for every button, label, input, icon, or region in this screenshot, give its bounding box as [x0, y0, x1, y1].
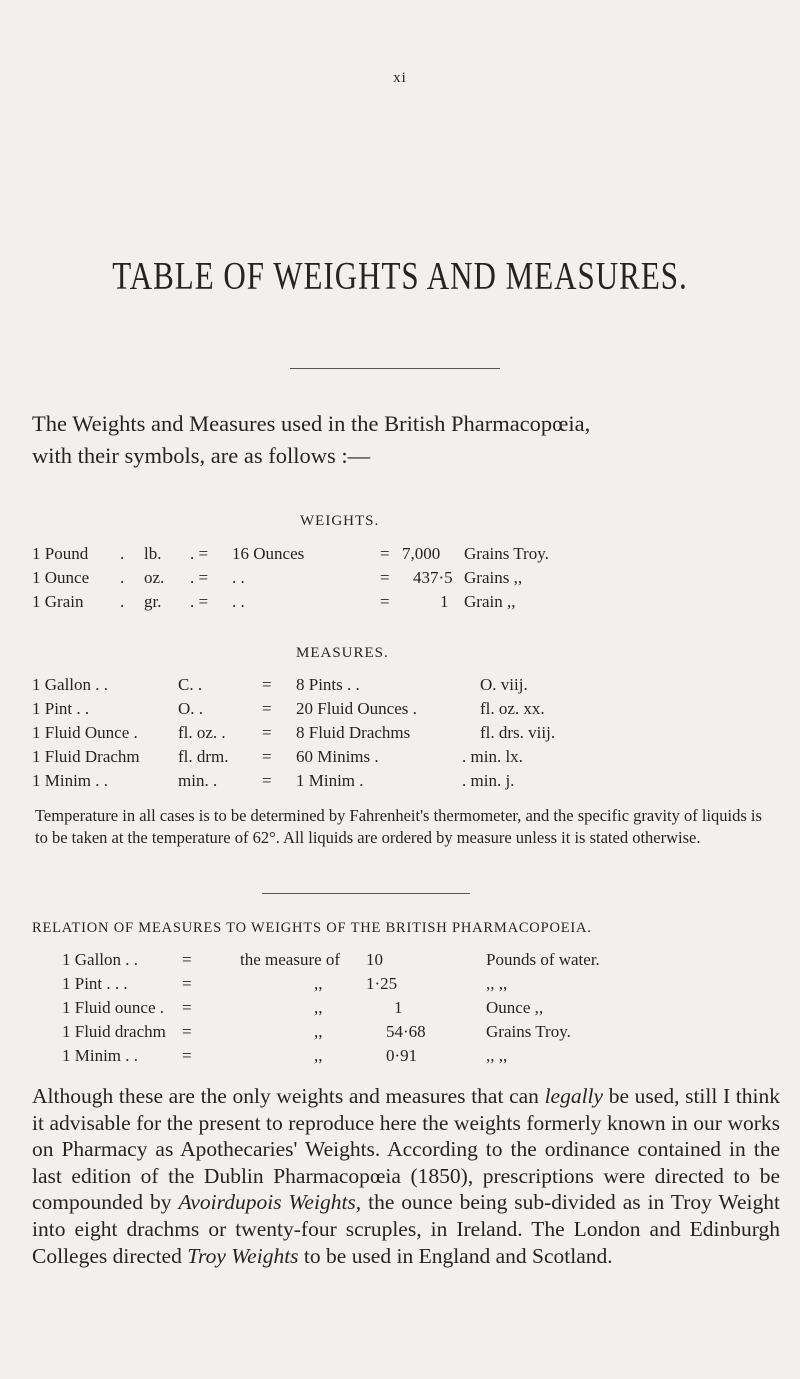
grains-cell: 437·5	[413, 568, 453, 587]
unit-cell: 1 Pint . . .	[62, 974, 128, 993]
weights-heading: WEIGHTS.	[300, 513, 380, 529]
grain-unit-cell: Grains Troy.	[464, 544, 549, 563]
equals-cell: =	[380, 592, 390, 611]
equals-cell: =	[262, 723, 272, 742]
equals-cell: . =	[190, 592, 209, 611]
grains-cell: 1	[440, 592, 449, 611]
symbol-cell: fl. drm.	[178, 747, 229, 766]
prefix-cell: ,,	[314, 1046, 323, 1065]
text-span: the ounce being sub-divided as in Troy Weight into eight drachms or twenty-four scruples, in Ireland. The London and Edinburgh Colleges directed	[32, 1190, 780, 1268]
unit-cell: 1 Fluid Drachm	[32, 747, 140, 766]
abbr-cell: O. viij.	[480, 675, 528, 694]
equals-cell: =	[380, 544, 390, 563]
grains-cell: 7,000	[402, 544, 441, 563]
equals-cell: =	[182, 1046, 192, 1065]
value-cell: 0·91	[386, 1046, 418, 1065]
unit-cell: 1 Fluid ounce .	[62, 998, 164, 1017]
symbol-cell: min. .	[178, 771, 218, 790]
equals-cell: . =	[190, 568, 209, 587]
value-cell: . .	[232, 568, 245, 587]
value-cell: 20 Fluid Ounces .	[296, 699, 417, 718]
unit-cell: 1 Minim . .	[62, 1046, 139, 1065]
equals-cell: =	[262, 675, 272, 694]
symbol-cell: O. .	[178, 699, 204, 718]
closing-paragraph	[32, 1083, 780, 1269]
desc-cell: ,, ,,	[486, 974, 508, 993]
symbol-cell: gr.	[144, 592, 162, 611]
value-cell: 1·25	[366, 974, 398, 993]
prefix-cell: the measure of	[240, 950, 341, 969]
measures-heading: MEASURES.	[296, 645, 389, 661]
intro-line-1: The Weights and Measures used in the British Pharmacopœia,	[32, 411, 591, 436]
value-cell: . .	[232, 592, 245, 611]
unit-cell: 1 Gallon . .	[62, 950, 139, 969]
page-number: xi	[393, 70, 407, 86]
unit-cell: 1 Ounce	[32, 568, 90, 587]
unit-cell: 1 Fluid drachm	[62, 1022, 166, 1041]
unit-cell: 1 Pint . .	[32, 699, 90, 718]
unit-cell: 1 Fluid Ounce .	[32, 723, 138, 742]
value-cell: 60 Minims .	[296, 747, 379, 766]
equals-cell: =	[262, 747, 272, 766]
text-span: to be used in England and Scotland.	[298, 1243, 613, 1268]
desc-cell: Ounce ,,	[486, 998, 544, 1017]
equals-cell: =	[182, 998, 192, 1017]
prefix-cell: ,,	[314, 1022, 323, 1041]
intro-text	[32, 408, 590, 472]
abbr-cell: fl. drs. viij.	[480, 723, 556, 742]
italic-span: Troy Weights	[187, 1243, 299, 1268]
temperature-note: Temperature in all cases is to be determined by Fahrenheit's thermometer, and the specific gravity of liquids is to be taken at the temperature of 62°. All liquids are ordered by measure unless it is stated otherwise.	[35, 806, 762, 847]
unit-cell: 1 Pound	[32, 544, 89, 563]
equals-cell: =	[182, 950, 192, 969]
page-title: TABLE OF WEIGHTS AND MEASURES.	[112, 253, 688, 298]
equals-cell: =	[262, 771, 272, 790]
dots-cell: .	[120, 544, 125, 563]
equals-cell: =	[380, 568, 390, 587]
equals-cell: =	[182, 1022, 192, 1041]
prefix-cell: ,,	[314, 998, 323, 1017]
dots-cell: .	[120, 592, 125, 611]
dots-cell: .	[120, 568, 125, 587]
desc-cell: ,, ,,	[486, 1046, 508, 1065]
unit-cell: 1 Grain	[32, 592, 84, 611]
prefix-cell: ,,	[314, 974, 323, 993]
equals-cell: =	[182, 974, 192, 993]
equals-cell: . =	[190, 544, 209, 563]
abbr-cell: . min. lx.	[462, 747, 523, 766]
value-cell: 54·68	[386, 1022, 426, 1041]
desc-cell: Pounds of water.	[486, 950, 600, 969]
value-cell: 1	[394, 998, 403, 1017]
unit-cell: 1 Minim . .	[32, 771, 109, 790]
symbol-cell: C. .	[178, 675, 203, 694]
italic-span: legally	[544, 1084, 604, 1108]
symbol-cell: lb.	[144, 544, 162, 563]
abbr-cell: fl. oz. xx.	[480, 699, 545, 718]
intro-line-2: with their symbols, are as follows :—	[32, 443, 371, 468]
grain-unit-cell: Grain ,,	[464, 592, 516, 611]
italic-span: Avoirdupois Weights,	[178, 1190, 362, 1215]
grain-unit-cell: Grains ,,	[464, 568, 523, 587]
value-cell: 10	[366, 950, 383, 969]
value-cell: 8 Fluid Drachms	[296, 723, 411, 742]
desc-cell: Grains Troy.	[486, 1022, 571, 1041]
relation-heading: RELATION OF MEASURES TO WEIGHTS OF THE BRITISH PHARMACOPOEIA.	[32, 920, 592, 936]
text-span: Although these are the only weights and measures that can	[32, 1084, 545, 1108]
abbr-cell: . min. j.	[462, 771, 515, 790]
value-cell: 16 Ounces	[232, 544, 305, 563]
title-divider	[290, 368, 500, 369]
section-divider	[262, 893, 470, 894]
equals-cell: =	[262, 699, 272, 718]
symbol-cell: oz.	[144, 568, 165, 587]
unit-cell: 1 Gallon . .	[32, 675, 109, 694]
value-cell: 8 Pints . .	[296, 675, 360, 694]
symbol-cell: fl. oz. .	[178, 723, 226, 742]
value-cell: 1 Minim .	[296, 771, 364, 790]
text-span: be used, still I think it advisable for the present to reproduce here the weights formerly known in our works on Pharmacy as Apothecaries' Weights. According to the ordinance contained in the last edition of the Dublin Pharmacopœia (1850), prescriptions were directed to be compounded by	[32, 1084, 780, 1215]
